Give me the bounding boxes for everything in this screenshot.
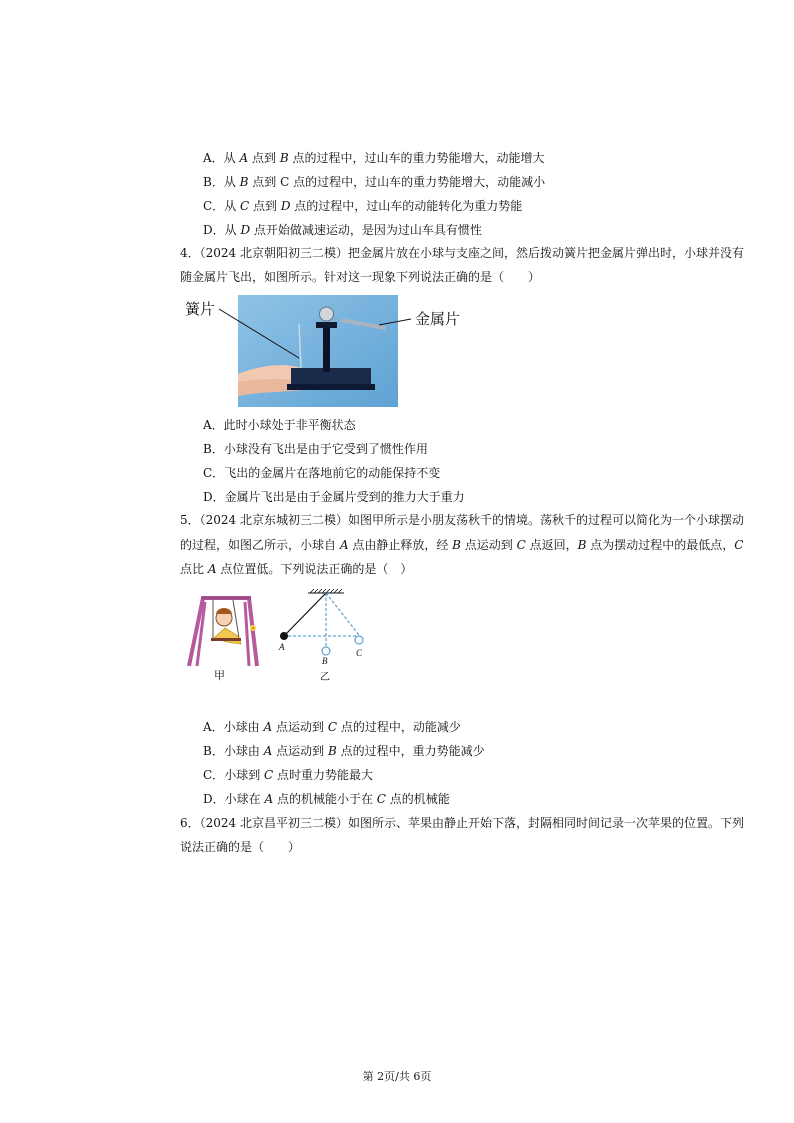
option-text: 点运动到 bbox=[272, 720, 328, 734]
q5-option-d bbox=[203, 791, 450, 807]
option-label: C． bbox=[203, 768, 225, 782]
option-text: 小球到 bbox=[224, 768, 265, 782]
option-label: B． bbox=[203, 175, 224, 189]
option-text: 小球由 bbox=[223, 720, 264, 734]
option-label: C． bbox=[203, 199, 225, 213]
option-text: 小球没有飞出是由于它受到了惯性作用 bbox=[223, 442, 428, 456]
q3-option-a bbox=[203, 150, 544, 166]
option-text: 点到 bbox=[249, 199, 281, 213]
q4-option-a bbox=[203, 417, 356, 433]
q6-stem-line-1: 6．（2024 北京昌平初三二模）如图所示、苹果由静止开始下落，封隔相同时间记录一次苹果的位置。下列 bbox=[180, 816, 744, 830]
q4-figure bbox=[183, 292, 473, 410]
option-text: 从 bbox=[224, 223, 241, 237]
option-text: 点到 bbox=[248, 151, 280, 165]
option-text: 点开始做减速运动，是因为过山车具有惯性 bbox=[250, 223, 482, 237]
q3-option-b bbox=[203, 174, 545, 190]
option-text: 从 bbox=[223, 175, 240, 189]
option-text: C bbox=[327, 720, 337, 734]
option-text: 点的过程中，重力势能减少 bbox=[336, 744, 485, 758]
stem-text: B bbox=[452, 538, 461, 552]
option-label: D． bbox=[203, 223, 225, 237]
q5-option-b bbox=[203, 743, 485, 759]
q4-stem-line-1: 4．（2024 北京朝阳初三二模）把金属片放在小球与支座之间，然后拨动簧片把金属片弹出时，小球并没有 bbox=[180, 246, 744, 260]
option-text: 点的机械能小于在 bbox=[273, 792, 377, 806]
q5-option-a bbox=[203, 719, 461, 735]
stem-text: C bbox=[516, 538, 526, 552]
option-text: A bbox=[239, 151, 249, 165]
option-text: D bbox=[280, 199, 291, 213]
page-footer: 第 2页/共 6页 bbox=[362, 1070, 432, 1083]
stem-text: B bbox=[577, 538, 587, 552]
option-text: 点的过程中，过山车的重力势能增大，动能增大 bbox=[288, 151, 545, 165]
q4-option-d bbox=[203, 489, 465, 505]
option-label: C． bbox=[203, 466, 225, 480]
option-label: A． bbox=[203, 151, 224, 165]
option-text: 从 bbox=[223, 151, 240, 165]
stem-text: 点返回， bbox=[525, 538, 578, 552]
option-text: 点的过程中，过山车的动能转化为重力势能 bbox=[290, 199, 523, 213]
q5-stem-line-3 bbox=[180, 561, 412, 577]
option-text: 点时重力势能最大 bbox=[273, 768, 374, 782]
q6-stem-line-2: 说法正确的是（ ） bbox=[180, 840, 301, 854]
child-swing-illustration bbox=[183, 592, 261, 668]
figure-caption-jia: 甲 bbox=[214, 669, 225, 682]
stem-text: 点为摆动过程中的最低点， bbox=[586, 538, 735, 552]
option-text: A bbox=[263, 744, 273, 758]
option-text: 飞出的金属片在落地前它的动能保持不变 bbox=[224, 466, 441, 480]
q4-option-b bbox=[203, 441, 428, 457]
q5-stem-line-2 bbox=[180, 537, 743, 553]
stem-text: 点位置低。下列说法正确的是（ ） bbox=[216, 562, 413, 576]
figure-label-metal-piece: 金属片 bbox=[415, 310, 461, 328]
option-text: 从 bbox=[224, 199, 241, 213]
q3-option-d bbox=[203, 222, 482, 238]
option-label: A． bbox=[203, 720, 224, 734]
q3-option-c bbox=[203, 198, 522, 214]
option-text: 小球在 bbox=[224, 792, 265, 806]
option-text: B bbox=[239, 175, 249, 189]
option-text: A bbox=[263, 720, 273, 734]
option-label: B． bbox=[203, 442, 224, 456]
stem-text: A bbox=[339, 538, 349, 552]
q4-option-c bbox=[203, 465, 440, 481]
figure-label-spring: 簧片 bbox=[185, 300, 216, 318]
stem-text: 点运动到 bbox=[460, 538, 517, 552]
point-label-b: B bbox=[322, 656, 328, 666]
option-text: 点到 C 点的过程中，过山车的重力势能增大，动能减小 bbox=[248, 175, 546, 189]
stem-text: 点由静止释放，经 bbox=[348, 538, 453, 552]
q5-figure-jia bbox=[183, 592, 261, 682]
option-text: C bbox=[376, 792, 386, 806]
option-text: A bbox=[264, 792, 274, 806]
option-text: 点的机械能 bbox=[385, 792, 450, 806]
option-text: C bbox=[264, 768, 274, 782]
point-label-c: C bbox=[356, 648, 363, 658]
q5-stem-line-1: 5．（2024 北京东城初三二模）如图甲所示是小朋友荡秋千的情境。荡秋千的过程可以简化为一个小球摆动 bbox=[180, 513, 744, 527]
option-label: D． bbox=[203, 490, 225, 504]
option-text: 金属片飞出是由于金属片受到的推力大于重力 bbox=[224, 490, 465, 504]
option-text: B bbox=[279, 151, 289, 165]
option-text: 点的过程中，动能减少 bbox=[337, 720, 461, 734]
stem-text: C bbox=[734, 538, 744, 552]
option-text: D bbox=[240, 223, 251, 237]
option-label: B． bbox=[203, 744, 224, 758]
option-text: 点运动到 bbox=[272, 744, 328, 758]
stem-text: 点比 bbox=[180, 562, 208, 576]
q5-figure-yi bbox=[270, 588, 380, 684]
option-label: D． bbox=[203, 792, 225, 806]
q5-option-c bbox=[203, 767, 373, 783]
point-label-a: A bbox=[279, 642, 285, 652]
option-text: 此时小球处于非平衡状态 bbox=[223, 418, 356, 432]
option-label: A． bbox=[203, 418, 224, 432]
figure-caption-yi: 乙 bbox=[320, 672, 330, 683]
stem-text: 的过程，如图乙所示，小球自 bbox=[180, 538, 340, 552]
option-text: 小球由 bbox=[223, 744, 264, 758]
option-text: B bbox=[327, 744, 337, 758]
option-text: C bbox=[240, 199, 250, 213]
q4-stem-line-2: 随金属片飞出，如图所示。针对这一现象下列说法正确的是（ ） bbox=[180, 270, 541, 284]
stem-text: A bbox=[207, 562, 217, 576]
